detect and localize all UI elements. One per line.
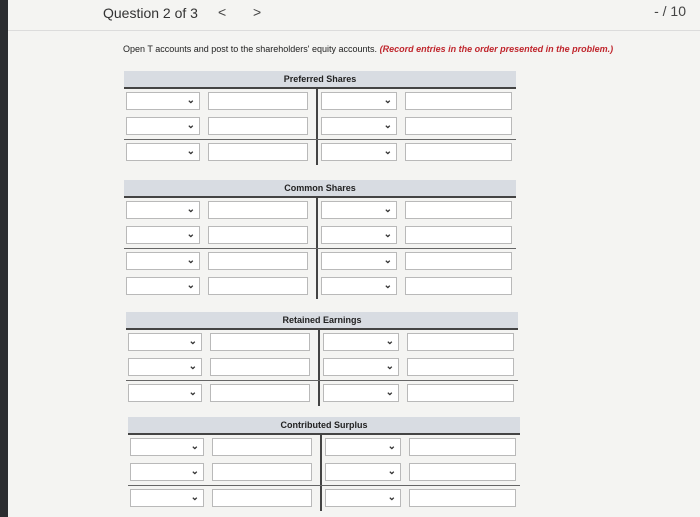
chevron-down-icon: ⌄ <box>385 336 394 347</box>
chevron-down-icon: ⌄ <box>188 387 197 398</box>
chevron-down-icon: ⌄ <box>383 146 392 157</box>
credit-account-select[interactable] <box>325 489 401 507</box>
taccount-title: Preferred Shares <box>124 71 516 89</box>
debit-account-select[interactable] <box>126 277 200 295</box>
question-label: Question 2 of 3 <box>103 5 198 21</box>
taccount-preferred-shares <box>124 71 516 165</box>
chevron-down-icon: ⌄ <box>383 120 392 131</box>
debit-account-select[interactable] <box>128 333 202 351</box>
credit-amount-input[interactable] <box>407 384 514 402</box>
taccount-row <box>124 139 516 165</box>
debit-amount-input[interactable] <box>208 117 308 135</box>
debit-account-select[interactable] <box>126 92 200 110</box>
debit-amount-input[interactable] <box>212 438 312 456</box>
next-question-button[interactable]: > <box>253 4 262 20</box>
debit-amount-input[interactable] <box>208 143 308 161</box>
instructions <box>123 44 683 54</box>
credit-account-select[interactable] <box>321 277 397 295</box>
credit-amount-input[interactable] <box>409 463 516 481</box>
chevron-down-icon: ⌄ <box>186 146 195 157</box>
credit-amount-input[interactable] <box>405 92 512 110</box>
chevron-down-icon: ⌄ <box>385 361 394 372</box>
taccount-title: Common Shares <box>124 180 516 198</box>
chevron-down-icon: ⌄ <box>385 387 394 398</box>
credit-account-select[interactable] <box>323 333 399 351</box>
debit-amount-input[interactable] <box>210 333 310 351</box>
taccount-row <box>124 114 516 139</box>
taccount-row <box>126 380 518 406</box>
chevron-down-icon: ⌄ <box>186 255 195 266</box>
chevron-down-icon: ⌄ <box>190 441 199 452</box>
credit-account-select[interactable] <box>321 143 397 161</box>
taccount-row <box>128 460 520 485</box>
chevron-down-icon: ⌄ <box>383 229 392 240</box>
taccount-body <box>126 330 518 406</box>
debit-amount-input[interactable] <box>208 201 308 219</box>
taccount-contributed-surplus <box>128 417 520 511</box>
taccount-body <box>128 435 520 511</box>
taccount-row <box>124 223 516 248</box>
debit-account-select[interactable] <box>130 438 204 456</box>
chevron-down-icon: ⌄ <box>186 229 195 240</box>
chevron-down-icon: ⌄ <box>186 204 195 215</box>
chevron-down-icon: ⌄ <box>188 336 197 347</box>
chevron-down-icon: ⌄ <box>383 204 392 215</box>
debit-amount-input[interactable] <box>210 384 310 402</box>
chevron-down-icon: ⌄ <box>186 95 195 106</box>
debit-amount-input[interactable] <box>208 277 308 295</box>
debit-account-select[interactable] <box>126 117 200 135</box>
taccount-row <box>124 274 516 299</box>
credit-account-select[interactable] <box>321 252 397 270</box>
chevron-down-icon: ⌄ <box>186 280 195 291</box>
debit-account-select[interactable] <box>126 201 200 219</box>
credit-amount-input[interactable] <box>405 277 512 295</box>
debit-account-select[interactable] <box>128 358 202 376</box>
taccount-body <box>124 89 516 165</box>
taccount-row <box>124 89 516 114</box>
taccount-row <box>128 435 520 460</box>
taccount-row <box>124 248 516 274</box>
debit-amount-input[interactable] <box>210 358 310 376</box>
credit-account-select[interactable] <box>323 358 399 376</box>
taccount-row <box>126 355 518 380</box>
credit-amount-input[interactable] <box>405 252 512 270</box>
score-display: - / 10 <box>654 3 686 19</box>
credit-account-select[interactable] <box>321 92 397 110</box>
chevron-down-icon: ⌄ <box>190 492 199 503</box>
debit-amount-input[interactable] <box>208 226 308 244</box>
instructions-text: Open T accounts and post to the shareholders' equity accounts. <box>123 44 378 54</box>
taccount-row <box>124 198 516 223</box>
credit-amount-input[interactable] <box>405 117 512 135</box>
chevron-down-icon: ⌄ <box>387 492 396 503</box>
credit-amount-input[interactable] <box>405 143 512 161</box>
credit-account-select[interactable] <box>323 384 399 402</box>
debit-amount-input[interactable] <box>212 463 312 481</box>
chevron-down-icon: ⌄ <box>383 280 392 291</box>
debit-account-select[interactable] <box>128 384 202 402</box>
taccount-title: Contributed Surplus <box>128 417 520 435</box>
debit-account-select[interactable] <box>126 226 200 244</box>
chevron-down-icon: ⌄ <box>190 466 199 477</box>
chevron-down-icon: ⌄ <box>383 255 392 266</box>
credit-account-select[interactable] <box>325 438 401 456</box>
chevron-down-icon: ⌄ <box>387 466 396 477</box>
previous-question-button[interactable]: < <box>218 4 227 20</box>
debit-account-select[interactable] <box>130 489 204 507</box>
taccount-body <box>124 198 516 299</box>
taccount-row <box>126 330 518 355</box>
credit-account-select[interactable] <box>321 117 397 135</box>
instructions-note: (Record entries in the order presented in the problem.) <box>379 44 614 54</box>
debit-account-select[interactable] <box>130 463 204 481</box>
taccount-common-shares <box>124 180 516 299</box>
chevron-down-icon: ⌄ <box>186 120 195 131</box>
chevron-down-icon: ⌄ <box>387 441 396 452</box>
credit-amount-input[interactable] <box>407 333 514 351</box>
credit-account-select[interactable] <box>325 463 401 481</box>
question-header <box>8 0 700 31</box>
credit-amount-input[interactable] <box>405 226 512 244</box>
credit-amount-input[interactable] <box>409 438 516 456</box>
credit-account-select[interactable] <box>321 226 397 244</box>
credit-account-select[interactable] <box>321 201 397 219</box>
quiz-screen <box>8 0 700 517</box>
debit-amount-input[interactable] <box>208 252 308 270</box>
taccount-retained-earnings <box>126 312 518 406</box>
debit-amount-input[interactable] <box>208 92 308 110</box>
debit-amount-input[interactable] <box>212 489 312 507</box>
taccount-row <box>128 485 520 511</box>
taccount-title: Retained Earnings <box>126 312 518 330</box>
debit-account-select[interactable] <box>126 143 200 161</box>
credit-amount-input[interactable] <box>405 201 512 219</box>
credit-amount-input[interactable] <box>409 489 516 507</box>
credit-amount-input[interactable] <box>407 358 514 376</box>
chevron-down-icon: ⌄ <box>188 361 197 372</box>
chevron-down-icon: ⌄ <box>383 95 392 106</box>
debit-account-select[interactable] <box>126 252 200 270</box>
